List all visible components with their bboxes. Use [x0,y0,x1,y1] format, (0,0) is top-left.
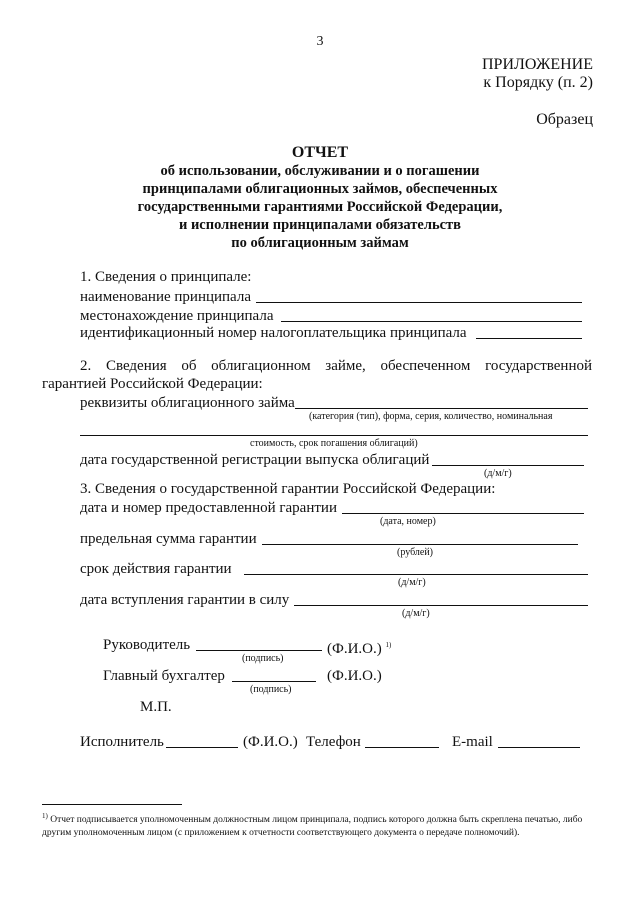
section2-heading: 2. Сведения об облигационном займе, обеспеченном государственной [80,358,592,374]
guarantee-date-number-hint: (дата, номер) [380,516,436,527]
footnote-mark: 1) [42,812,48,820]
head-fio-label: (Ф.И.О.) $^{1)}$ [327,641,392,657]
principal-inn-label: идентификационный номер налогоплательщика принципала [80,325,467,341]
bond-requisites-hint: (категория (тип), форма, серия, количество, номинальная [309,411,553,422]
section3-heading: 3. Сведения о государственной гарантии Российской Федерации: [80,481,496,497]
bond-requisites-hint-cont: стоимость, срок погашения облигаций) [250,438,418,449]
bond-requisites-field-cont[interactable] [80,435,588,436]
phone-field[interactable] [365,747,439,748]
validity-hint: (д/м/г) [398,577,426,588]
title-line: и исполнении принципалами обязательств [178,217,462,233]
guarantee-date-number-field[interactable] [342,513,584,514]
title-line: об использовании, обслуживании и о погашении [160,163,480,179]
appendix-reference: к Порядку (п. 2) [483,74,593,91]
max-sum-hint: (рублей) [397,547,434,558]
principal-name-field[interactable] [256,302,582,303]
title-line: по облигационным займам [231,235,409,251]
registration-date-label: дата государственной регистрации выпуска облигаций [80,452,430,468]
principal-location-label: местонахождение принципала [80,308,274,324]
title-line: принципалами облигационных займов, обеспеченных [142,181,498,197]
page-number: 3 [316,34,324,49]
max-sum-label: предельная сумма гарантии [80,531,257,547]
footnote-text: Отчет подписывается уполномоченным должностным лицом принципала, подпись которого должна быть скреплена печатью, либо другим уполномоченным лицом (с приложением к отчетности соответствующего документа о передаче полномочий). [42,815,583,839]
head-signature-hint: (подпись) [242,653,284,664]
executor-field[interactable] [166,747,238,748]
executor-fio-label: (Ф.И.О.) [243,734,298,750]
sample-label: Образец [536,111,593,128]
max-sum-field[interactable] [262,544,578,545]
stamp-label: М.П. [140,699,172,715]
email-field[interactable] [498,747,580,748]
effective-date-field[interactable] [294,605,588,606]
validity-field[interactable] [244,574,588,575]
title-main: ОТЧЕТ [291,144,349,161]
executor-label: Исполнитель [80,734,164,750]
effective-date-hint: (д/м/г) [402,608,430,619]
principal-inn-field[interactable] [476,338,582,339]
accountant-signature-field[interactable] [232,681,316,682]
report-title [40,144,600,252]
email-label: E-mail [452,734,493,750]
section2-heading-cont: гарантией Российской Федерации: [42,376,263,392]
guarantee-date-number-label: дата и номер предоставленной гарантии [80,500,337,516]
accountant-label: Главный бухгалтер [103,668,225,684]
validity-label: срок действия гарантии [80,561,232,577]
registration-date-hint: (д/м/г) [484,468,512,479]
accountant-fio-label: (Ф.И.О.) [327,668,382,684]
phone-label: Телефон [306,734,361,750]
footnote-mark: 1) [385,641,392,649]
appendix-header [482,56,593,92]
section1-heading: 1. Сведения о принципале: [80,269,252,285]
footnote [42,810,594,840]
title-line: государственными гарантиями Российской Федерации, [137,199,503,215]
bond-requisites-field[interactable] [295,408,588,409]
appendix-title: ПРИЛОЖЕНИЕ [481,56,593,73]
effective-date-label: дата вступления гарантии в силу [80,592,290,608]
head-signature-field[interactable] [196,650,322,651]
accountant-signature-hint: (подпись) [250,684,292,695]
registration-date-field[interactable] [432,465,584,466]
principal-name-label: наименование принципала [80,289,251,305]
bond-requisites-label: реквизиты облигационного займа [80,395,295,411]
footnote-separator [42,804,182,805]
principal-location-field[interactable] [281,321,582,322]
head-label: Руководитель [103,637,191,653]
